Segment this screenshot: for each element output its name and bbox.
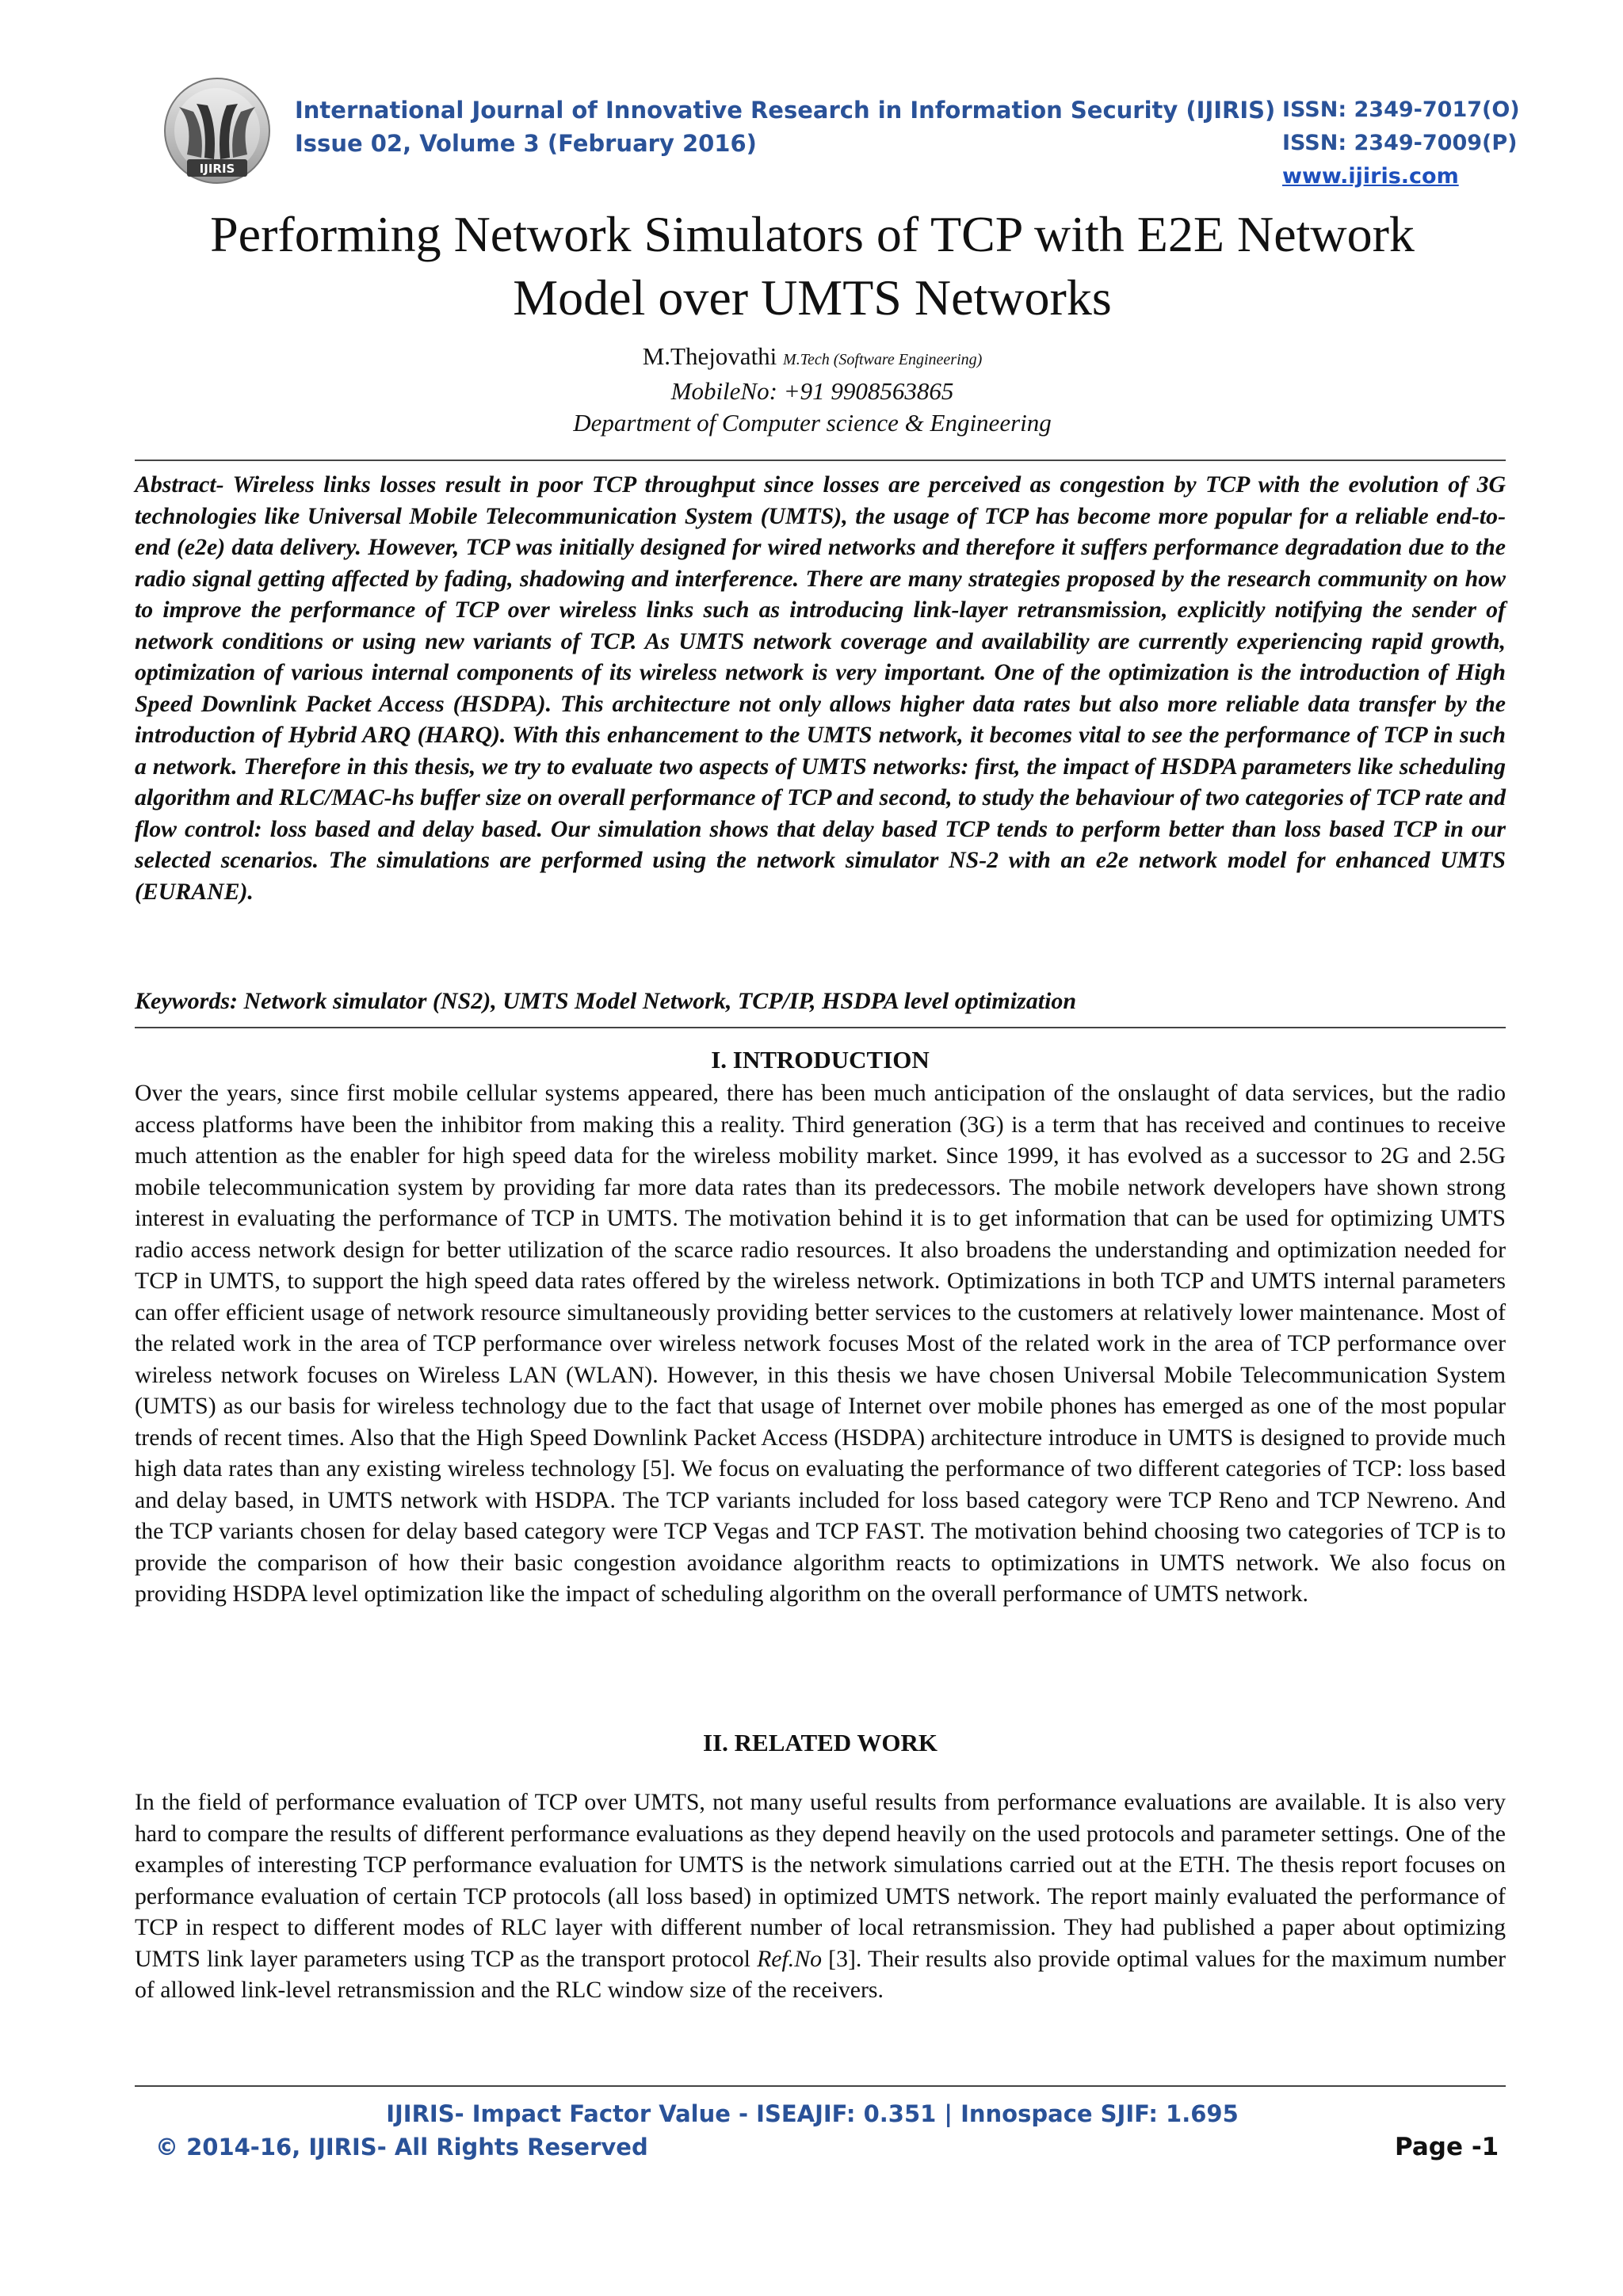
divider-keywords bbox=[135, 1027, 1506, 1028]
divider-footer bbox=[135, 2085, 1506, 2087]
author-qualification: M.Tech (Software Engineering) bbox=[783, 351, 983, 368]
author-department: Department of Computer science & Engineering bbox=[573, 409, 1052, 437]
mobile-number: +91 9908563865 bbox=[783, 377, 954, 405]
paper-title bbox=[95, 203, 1529, 330]
divider-top bbox=[135, 460, 1506, 461]
abstract: Abstract- Wireless links losses result in poor TCP throughput since losses are perceived as congestion by TCP with the evolution of 3G technologies like Universal Mobile Telecommunication System (UMTS), the usage of TCP has become more popular for a reliable end-to-end (e2e) data delivery. However, TCP was initially designed for wired networks and therefore it suffers performance degradation due to the radio signal getting affected by fading, shadowing and interference. There are many strategies proposed by the research community on how to improve the performance of TCP over wireless links such as introducing link-layer retransmission, explicitly notifying the sender of network conditions or using new variants of TCP. As UMTS network coverage and availability are currently experiencing rapid growth, optimization of various internal components of its wireless network is very important. One of the optimization is the introduction of High Speed Downlink Packet Access (HSDPA). This architecture not only allows higher data rates but also more reliable data transfer by the introduction of Hybrid ARQ (HARQ). With this enhancement to the UMTS network, it becomes vital to see the performance of TCP in such a network. Therefore in this thesis, we try to evaluate two aspects of UMTS networks: first, the impact of HSDPA parameters like scheduling algorithm and RLC/MAC-hs buffer size on overall performance of TCP and second, to study the behaviour of two categories of TCP rate and flow control: loss based and delay based. Our simulation shows that delay based TCP tends to perform better than loss based TCP in our selected scenarios. The simulations are performed using the network simulator NS-2 with an e2e network model for enhanced UMTS (EURANE). bbox=[135, 471, 1506, 905]
mobile-label: MobileNo bbox=[670, 377, 769, 405]
title-line-2: Model over UMTS Networks bbox=[513, 269, 1112, 326]
section-related-work-text bbox=[135, 1787, 1506, 2006]
section-heading-related-work: II. RELATED WORK bbox=[703, 1729, 938, 1756]
author-block bbox=[95, 341, 1529, 439]
title-line-1: Performing Network Simulators of TCP with E2E Network bbox=[210, 206, 1415, 262]
author-mobile bbox=[95, 376, 1529, 407]
related-work-text-b: [3]. Their results also provide optimal values for the maximum number of allowed link-level retransmission and the RLC window size of the receivers. bbox=[135, 1945, 1507, 2003]
journal-website-link[interactable]: www.ijiris.com bbox=[1282, 164, 1459, 189]
footer-page-number: Page -1 bbox=[1395, 2133, 1499, 2161]
journal-header bbox=[295, 93, 1275, 160]
section-introduction-text: Over the years, since first mobile cellular systems appeared, there has been much anticipation of the onslaught of data services, but the radio access platforms have been the inhibitor from making this a reality. Third generation (3G) is a term that has received and continues to receive much attention as the enabler for high speed data for the wireless mobility market. Since 1999, it has evolved as a successor to 2G and 2.5G mobile telecommunication system by providing far more data rates than its predecessors. The mobile network developers have shown strong interest in evaluating the performance of TCP in UMTS. The motivation behind it is to get information that can be used for optimizing UMTS radio access network design for better utilization of the scarce radio resources. It also broadens the understanding and optimization needed for TCP in UMTS, to support the high speed data rates offered by the wireless network. Optimizations in both TCP and UMTS internal parameters can offer efficient usage of network resource simultaneously providing better services to the customers at relatively lower maintenance. Most of the related work in the area of TCP performance over wireless network focuses Most of the related work in the area of TCP performance over wireless network focuses on Wireless LAN (WLAN). However, in this thesis we have chosen Universal Mobile Telecommunication System (UMTS) as our basis for wireless technology due to the fact that usage of Internet over mobile phones has emerged as one of the most popular trends of recent times. Also that the High Speed Downlink Packet Access (HSDPA) architecture introduce in UMTS is designed to provide much high data rates than any existing wireless technology [5]. We focus on evaluating the performance of two different categories of TCP: loss based and delay based, in UMTS network with HSDPA. The TCP variants included for loss based category were TCP Reno and TCP Newreno. And the TCP variants chosen for delay based category were TCP Vegas and TCP FAST. The motivation behind choosing two categories of TCP is to provide the comparison of how their basic congestion avoidance algorithm reacts to optimizations in UMTS network. We also focus on providing HSDPA level optimization like the impact of scheduling algorithm on the overall performance of UMTS network. bbox=[135, 1080, 1506, 1607]
issn-online: ISSN: 2349-7017(O) bbox=[1282, 97, 1520, 122]
journal-issue: Issue 02, Volume 3 (February 2016) bbox=[295, 130, 757, 157]
section-heading-introduction: I. INTRODUCTION bbox=[711, 1046, 930, 1074]
footer-copyright: © 2014-16, IJIRIS- All Rights Reserved bbox=[155, 2134, 648, 2161]
related-work-ref: Ref.No bbox=[757, 1945, 823, 1972]
author-name: M.Thejovathi bbox=[642, 342, 777, 370]
mobile-sep: : bbox=[769, 377, 784, 405]
logo-text: IJIRIS bbox=[199, 162, 235, 176]
author-line bbox=[95, 341, 1529, 376]
journal-logo-icon bbox=[155, 75, 279, 191]
related-work-text-a: In the field of performance evaluation of TCP over UMTS, not many useful results from performance evaluations are available. It is also very hard to compare the results of different performance evaluations as they depend heavily on the used protocols and parameter settings. One of the examples of interesting TCP performance evaluation for UMTS is the network simulations carried out at the ETH. The thesis report focuses on performance evaluation of certain TCP protocols (all loss based) in optimized UMTS network. The report mainly evaluated the performance of TCP in respect to different modes of RLC layer with different number of local retransmission. They had published a paper about optimizing UMTS link layer parameters using TCP as the transport protocol bbox=[135, 1789, 1506, 1972]
keywords: Keywords: Network simulator (NS2), UMTS Model Network, TCP/IP, HSDPA level optimization bbox=[135, 988, 1077, 1014]
issn-block bbox=[1282, 93, 1520, 193]
journal-name: International Journal of Innovative Research in Information Security (IJIRIS) bbox=[295, 97, 1276, 124]
issn-print: ISSN: 2349-7009(P) bbox=[1282, 131, 1518, 155]
footer-impact-factor: IJIRIS- Impact Factor Value - ISEAJIF: 0.351 | Innospace SJIF: 1.695 bbox=[386, 2100, 1239, 2127]
